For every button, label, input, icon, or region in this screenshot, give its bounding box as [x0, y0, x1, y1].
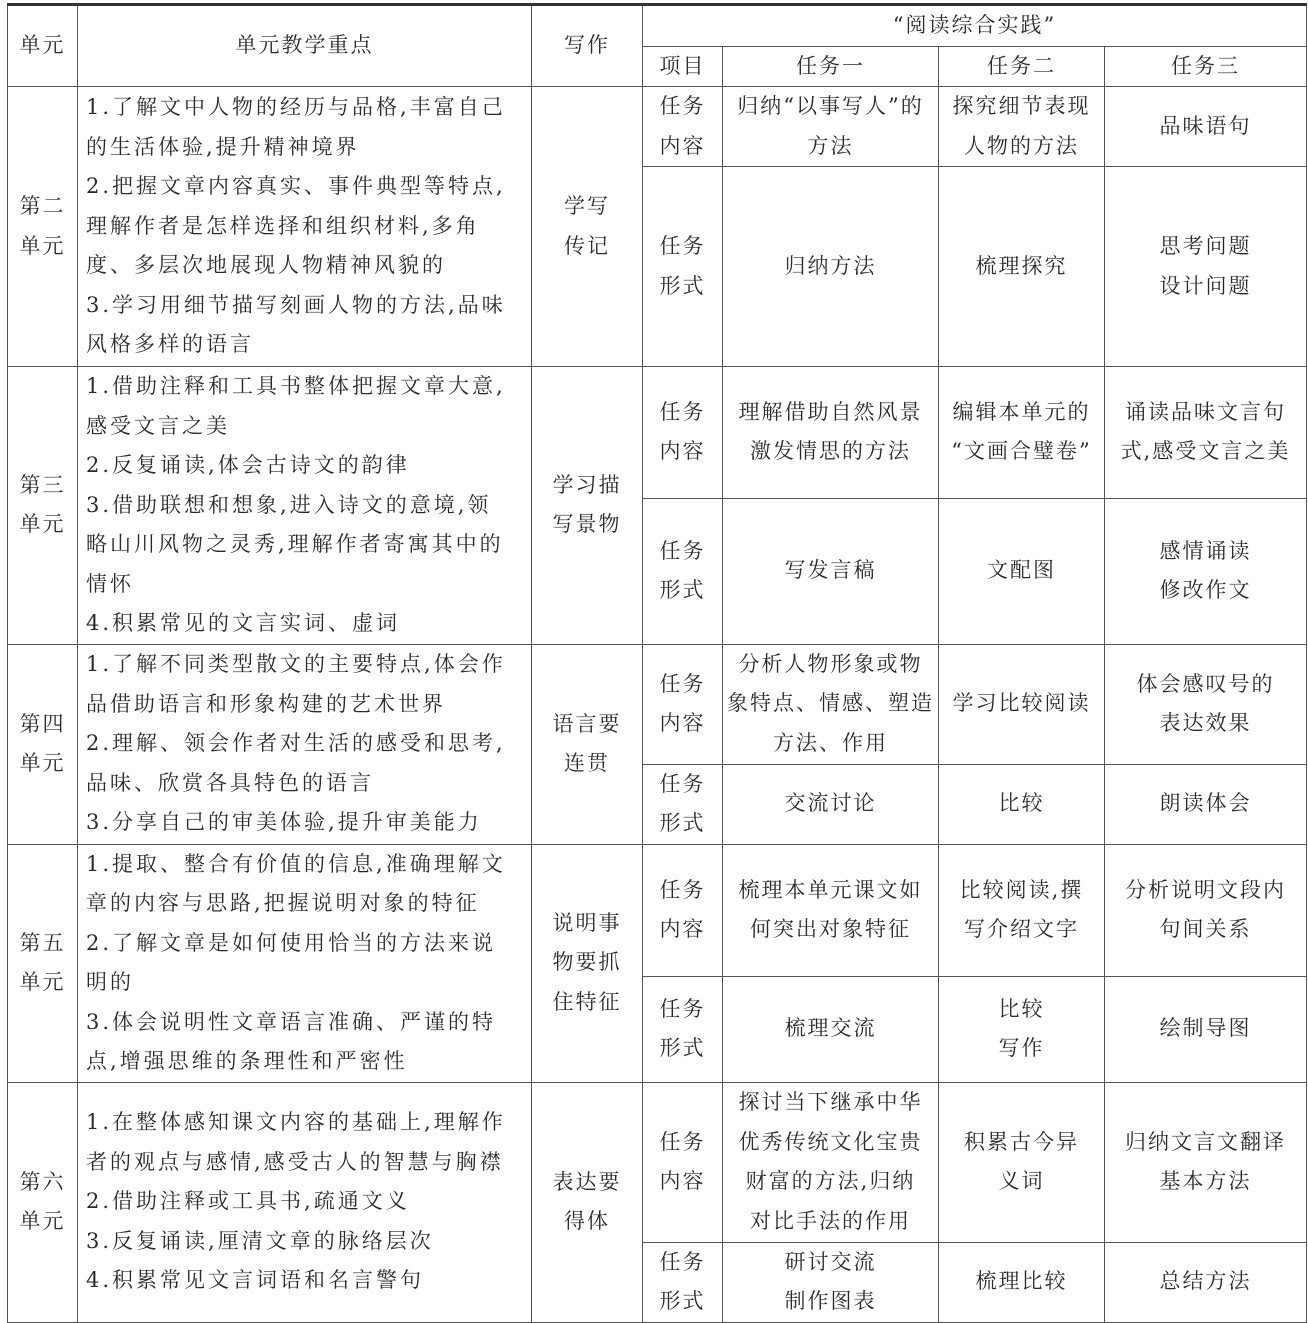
- task-2-cell: [939, 844, 1105, 976]
- unit-writing-line: 学习描: [552, 472, 622, 497]
- unit-focus-line: 的生活体验,提升精神境界: [86, 134, 360, 159]
- task-2-cell: [939, 644, 1105, 764]
- table-row: [8, 844, 1307, 976]
- task-2-cell-line: 比较阅读,撰: [959, 877, 1084, 902]
- table-row: [8, 87, 1307, 167]
- task-3-cell: [1105, 367, 1307, 499]
- row-label-line: 任务: [659, 399, 706, 424]
- row-label-line: 任务: [659, 877, 706, 902]
- unit-name-line: 单元: [19, 751, 66, 775]
- table-row: [8, 1082, 1307, 1242]
- row-label-line: 任务: [659, 771, 706, 796]
- task-2-cell: [939, 976, 1105, 1082]
- row-label-line: 任务: [659, 234, 706, 258]
- task-1-cell: [723, 498, 939, 644]
- task-2-cell-line: 比较: [998, 996, 1045, 1021]
- unit-writing-line: 说明事: [552, 910, 622, 935]
- unit-focus-line: 1.了解不同类型散文的主要特点,体会作: [86, 652, 506, 677]
- row-label-line: 形式: [659, 273, 706, 298]
- task-3-cell-line: 绘制导图: [1159, 1016, 1252, 1041]
- row-label-line: 形式: [659, 811, 706, 835]
- task-1-cell: [723, 87, 939, 167]
- task-3-cell-line: 感情诵读: [1159, 538, 1252, 563]
- unit-focus: [78, 367, 532, 645]
- task-3-cell-line: 朗读体会: [1159, 791, 1252, 816]
- unit-focus-line: 3.借助联想和想象,进入诗文的意境,领: [86, 492, 492, 517]
- unit-focus-line: 3.学习用细节描写刻画人物的方法,品味: [86, 292, 506, 317]
- row-label-line: 任务: [659, 671, 706, 696]
- task-3-cell-line: 基本方法: [1159, 1169, 1252, 1193]
- task-3-cell-line: 修改作文: [1159, 578, 1252, 603]
- task-3-cell-line: 表达效果: [1159, 711, 1252, 735]
- unit-name-line: 第六: [19, 1169, 66, 1194]
- unit-focus-line: 1.在整体感知课文内容的基础上,理解作: [86, 1110, 506, 1135]
- task-1-cell: [723, 167, 939, 367]
- task-2-cell-line: 探究细节表现: [952, 94, 1091, 118]
- row-label-line: 内容: [659, 133, 706, 158]
- task-2-cell-line: 写作: [998, 1036, 1045, 1060]
- task-1-cell: [723, 976, 939, 1082]
- row-label: [643, 1242, 723, 1322]
- unit-focus-line: 2.了解文章是如何使用恰当的方法来说: [86, 930, 497, 955]
- task-3-cell-line: 分析说明文段内: [1125, 877, 1287, 902]
- header-item: 项目: [643, 46, 723, 87]
- row-label-line: 任务: [659, 538, 706, 563]
- unit-focus-line: 1.借助注释和工具书整体把握文章大意,: [86, 374, 506, 398]
- task-1-cell: [723, 644, 939, 764]
- unit-focus-line: 情怀: [86, 571, 134, 596]
- task-1-cell: [723, 844, 939, 976]
- unit-focus-line: 1.提取、整合有价值的信息,准确理解文: [86, 851, 506, 876]
- task-1-cell-line: 交流讨论: [784, 791, 877, 816]
- unit-focus-line: 3.分享自己的审美体验,提升审美能力: [86, 810, 482, 835]
- row-label-line: 形式: [659, 1289, 706, 1313]
- task-1-cell-line: 归纳方法: [784, 253, 877, 278]
- header-unit: 单元: [8, 5, 78, 87]
- task-3-cell-line: 思考问题: [1159, 234, 1252, 258]
- task-3-cell-line: 设计问题: [1159, 273, 1252, 298]
- row-label-line: 内容: [659, 711, 706, 735]
- task-3-cell: [1105, 844, 1307, 976]
- task-1-cell-line: 何突出对象特征: [750, 917, 911, 941]
- task-1-cell-line: 研讨交流: [784, 1249, 877, 1274]
- unit-focus-line: 3.反复诵读,厘清文章的脉络层次: [86, 1228, 434, 1253]
- row-label-line: 任务: [659, 94, 706, 118]
- unit-focus-line: 略山川风物之灵秀,理解作者寄寓其中的: [86, 532, 504, 556]
- unit-writing-line: 得体: [564, 1209, 610, 1233]
- row-label: [643, 1082, 723, 1242]
- row-label-line: 任务: [659, 1129, 706, 1154]
- task-1-cell-line: 财富的方法,归纳: [745, 1169, 916, 1193]
- task-3-cell: [1105, 87, 1307, 167]
- row-label: [643, 498, 723, 644]
- task-2-cell-line: 义词: [998, 1169, 1045, 1193]
- unit-focus-line: 风格多样的语言: [86, 332, 254, 357]
- task-3-cell-line: 式,感受文言之美: [1120, 439, 1291, 464]
- task-1-cell: [723, 1242, 939, 1322]
- unit-focus-line: 感受文言之美: [86, 413, 230, 438]
- row-label: [643, 764, 723, 844]
- unit-focus: [78, 844, 532, 1082]
- row-label-line: 形式: [659, 578, 706, 603]
- unit-focus-line: 4.积累常见文言词语和名言警句: [86, 1268, 425, 1293]
- task-3-cell: [1105, 644, 1307, 764]
- unit-name-line: 第五: [19, 930, 66, 955]
- task-2-cell-line: “文画合璧卷”: [951, 439, 1092, 464]
- unit-writing-line: 连贯: [564, 751, 610, 775]
- task-1-cell: [723, 1082, 939, 1242]
- unit-writing-line: 写景物: [552, 512, 622, 537]
- unit-focus-line: 理解作者是怎样选择和组织材料,多角: [86, 213, 480, 238]
- task-2-cell: [939, 498, 1105, 644]
- row-label: [643, 844, 723, 976]
- task-2-cell: [939, 1082, 1105, 1242]
- unit-focus-line: 2.把握文章内容真实、事件典型等特点,: [86, 174, 506, 199]
- curriculum-table: [7, 3, 1307, 1323]
- unit-focus-line: 2.反复诵读,体会古诗文的韵律: [86, 453, 410, 477]
- header-task3: 任务三: [1105, 46, 1307, 87]
- row-label-line: 内容: [659, 917, 706, 941]
- unit-focus-line: 章的内容与思路,把握说明对象的特征: [86, 891, 480, 915]
- task-2-cell-line: 积累古今异: [964, 1129, 1079, 1154]
- unit-name-line: 第二: [19, 194, 66, 218]
- task-1-cell-line: 激发情思的方法: [750, 439, 911, 464]
- header-writing: 写作: [532, 5, 643, 87]
- unit-writing: [532, 367, 643, 645]
- task-3-cell-line: 体会感叹号的: [1136, 671, 1275, 696]
- task-2-cell: [939, 1242, 1105, 1322]
- task-2-cell-line: 梳理探究: [975, 253, 1068, 278]
- task-3-cell: [1105, 1082, 1307, 1242]
- unit-writing-line: 表达要: [552, 1169, 622, 1194]
- unit-writing: [532, 644, 643, 844]
- task-1-cell-line: 梳理本单元课文如: [738, 877, 923, 902]
- task-1-cell-line: 制作图表: [784, 1289, 877, 1313]
- task-1-cell-line: 优秀传统文化宝贵: [738, 1129, 923, 1154]
- unit-name-line: 第三: [19, 472, 66, 497]
- unit-writing-line: 传记: [564, 233, 610, 258]
- header-focus: 单元教学重点: [78, 5, 532, 87]
- unit-focus-line: 2.理解、领会作者对生活的感受和思考,: [86, 731, 506, 756]
- unit-writing: [532, 1082, 643, 1322]
- task-3-cell-line: 总结方法: [1159, 1269, 1252, 1294]
- task-3-cell-line: 诵读品味文言句: [1125, 399, 1287, 424]
- task-2-cell-line: 写介绍文字: [964, 917, 1079, 941]
- unit-focus-line: 1.了解文中人物的经历与品格,丰富自己: [86, 95, 506, 120]
- task-2-cell: [939, 764, 1105, 844]
- unit-focus-line: 度、多层次地展现人物精神风貌的: [86, 253, 446, 278]
- task-3-cell-line: 归纳文言文翻译: [1125, 1129, 1287, 1154]
- task-1-cell-line: 归纳“以事写人”的: [737, 94, 924, 118]
- unit-focus-line: 2.借助注释或工具书,疏通文义: [86, 1189, 410, 1214]
- unit-focus-line: 品味、欣赏各具特色的语言: [86, 770, 374, 795]
- task-2-cell-line: 比较: [998, 791, 1045, 816]
- task-3-cell: [1105, 498, 1307, 644]
- unit-focus: [78, 644, 532, 844]
- unit-name-line: 单元: [19, 233, 66, 258]
- unit-name: [8, 367, 78, 645]
- task-1-cell-line: 探讨当下继承中华: [738, 1090, 923, 1114]
- task-3-cell: [1105, 1242, 1307, 1322]
- row-label-line: 内容: [659, 1169, 706, 1193]
- task-2-cell-line: 人物的方法: [964, 133, 1079, 158]
- unit-focus: [78, 1082, 532, 1322]
- task-2-cell-line: 编辑本单元的: [952, 399, 1091, 424]
- unit-focus-line: 者的观点与感情,感受古人的智慧与胸襟: [86, 1149, 504, 1174]
- task-1-cell-line: 方法: [807, 133, 854, 158]
- unit-focus-line: 点,增强思维的条理性和严密性: [86, 1049, 408, 1073]
- unit-writing-line: 物要抓: [552, 950, 622, 975]
- task-1-cell-line: 方法、作用: [773, 730, 888, 755]
- unit-focus-line: 3.体会说明性文章语言准确、严谨的特: [86, 1009, 497, 1034]
- unit-name-line: 第四: [19, 711, 66, 736]
- row-label: [643, 167, 723, 367]
- task-1-cell: [723, 367, 939, 499]
- unit-writing-line: 学写: [564, 194, 610, 218]
- unit-name: [8, 87, 78, 367]
- task-2-cell: [939, 167, 1105, 367]
- task-2-cell-line: 文配图: [987, 558, 1056, 583]
- task-3-cell: [1105, 764, 1307, 844]
- row-label: [643, 87, 723, 167]
- unit-writing: [532, 844, 643, 1082]
- header-practice: “阅读综合实践”: [643, 5, 1307, 47]
- row-label-line: 任务: [659, 1249, 706, 1274]
- task-1-cell-line: 写发言稿: [784, 558, 877, 583]
- row-label: [643, 644, 723, 764]
- row-label-line: 形式: [659, 1036, 706, 1060]
- task-2-cell-line: 学习比较阅读: [952, 691, 1091, 716]
- task-1-cell-line: 分析人物形象或物: [738, 651, 923, 676]
- unit-name: [8, 644, 78, 844]
- unit-writing: [532, 87, 643, 367]
- unit-name: [8, 844, 78, 1082]
- task-3-cell: [1105, 167, 1307, 367]
- unit-name-line: 单元: [19, 970, 66, 994]
- task-1-cell-line: 梳理交流: [784, 1016, 877, 1041]
- row-label-line: 内容: [659, 439, 706, 464]
- task-2-cell: [939, 87, 1105, 167]
- unit-focus-line: 明的: [86, 970, 134, 994]
- unit-focus-line: 品借助语言和形象构建的艺术世界: [86, 691, 446, 716]
- header-task2: 任务二: [939, 46, 1105, 87]
- unit-focus: [78, 87, 532, 367]
- unit-name: [8, 1082, 78, 1322]
- task-2-cell: [939, 367, 1105, 499]
- task-1-cell: [723, 764, 939, 844]
- task-3-cell-line: 品味语句: [1159, 113, 1252, 138]
- header-task1: 任务一: [723, 46, 939, 87]
- task-2-cell-line: 梳理比较: [975, 1269, 1068, 1294]
- task-1-cell-line: 象特点、情感、塑造: [727, 691, 934, 716]
- task-3-cell: [1105, 976, 1307, 1082]
- unit-writing-line: 语言要: [552, 711, 622, 736]
- table-row: [8, 644, 1307, 764]
- unit-writing-line: 住特征: [552, 989, 622, 1014]
- unit-focus-line: 4.积累常见的文言实词、虚词: [86, 611, 401, 635]
- row-label: [643, 976, 723, 1082]
- task-1-cell-line: 理解借助自然风景: [738, 399, 923, 424]
- table-row: [8, 367, 1307, 499]
- task-1-cell-line: 对比手法的作用: [750, 1208, 911, 1233]
- row-label: [643, 367, 723, 499]
- unit-name-line: 单元: [19, 512, 66, 537]
- row-label-line: 任务: [659, 996, 706, 1021]
- unit-name-line: 单元: [19, 1209, 66, 1233]
- task-3-cell-line: 句间关系: [1159, 917, 1252, 941]
